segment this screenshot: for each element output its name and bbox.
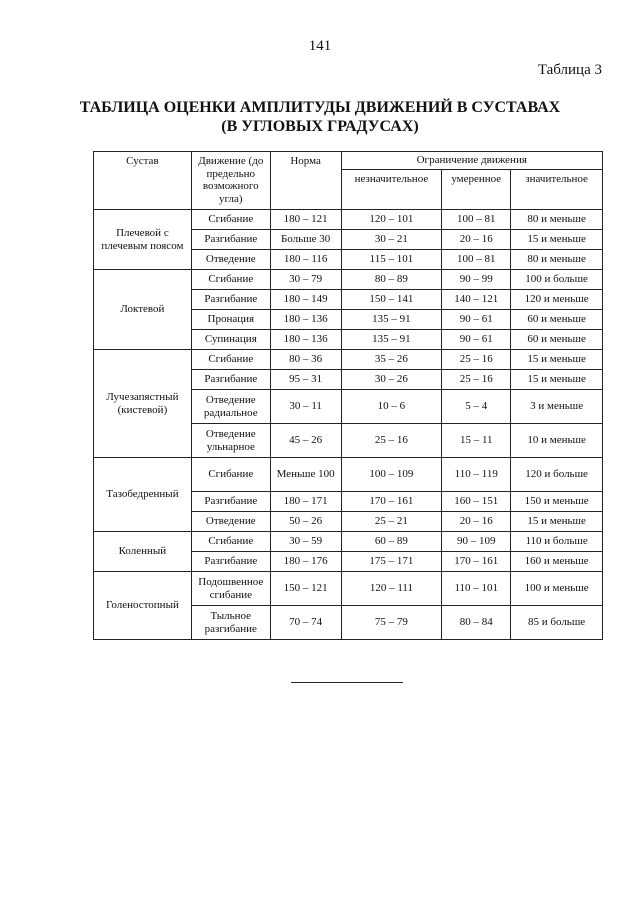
significant-cell: 160 и меньше <box>511 552 603 572</box>
movement-cell: Отведение радиальное <box>191 390 270 424</box>
norm-cell: 30 – 11 <box>270 390 341 424</box>
minor-cell: 75 – 79 <box>341 606 442 640</box>
significant-cell: 100 и меньше <box>511 572 603 606</box>
header-moderate: умеренное <box>442 170 511 210</box>
significant-cell: 120 и меньше <box>511 290 603 310</box>
joint-cell: Локтевой <box>94 270 192 350</box>
minor-cell: 25 – 21 <box>341 512 442 532</box>
movement-cell: Сгибание <box>191 458 270 492</box>
moderate-cell: 20 – 16 <box>442 230 511 250</box>
significant-cell: 80 и меньше <box>511 250 603 270</box>
table-row <box>94 532 603 552</box>
significant-cell: 3 и меньше <box>511 390 603 424</box>
header-joint: Сустав <box>94 152 192 210</box>
significant-cell: 60 и меньше <box>511 330 603 350</box>
table-row <box>94 350 603 370</box>
movement-cell: Подошвенное сгибание <box>191 572 270 606</box>
movement-cell: Отведение <box>191 512 270 532</box>
movement-cell: Пронация <box>191 310 270 330</box>
significant-cell: 15 и меньше <box>511 370 603 390</box>
header-norm: Норма <box>270 152 341 210</box>
norm-cell: 70 – 74 <box>270 606 341 640</box>
joint-cell: Голеностопный <box>94 572 192 640</box>
moderate-cell: 170 – 161 <box>442 552 511 572</box>
minor-cell: 60 – 89 <box>341 532 442 552</box>
norm-cell: 180 – 136 <box>270 310 341 330</box>
header-significant: значительное <box>511 170 603 210</box>
significant-cell: 60 и меньше <box>511 310 603 330</box>
table-row <box>94 458 603 492</box>
moderate-cell: 90 – 99 <box>442 270 511 290</box>
joint-cell: Тазобедренный <box>94 458 192 532</box>
movement-cell: Разгибание <box>191 230 270 250</box>
moderate-cell: 90 – 61 <box>442 330 511 350</box>
minor-cell: 30 – 26 <box>341 370 442 390</box>
minor-cell: 100 – 109 <box>341 458 442 492</box>
moderate-cell: 100 – 81 <box>442 250 511 270</box>
moderate-cell: 25 – 16 <box>442 350 511 370</box>
moderate-cell: 90 – 61 <box>442 310 511 330</box>
moderate-cell: 160 – 151 <box>442 492 511 512</box>
moderate-cell: 100 – 81 <box>442 210 511 230</box>
moderate-cell: 90 – 109 <box>442 532 511 552</box>
norm-cell: 80 – 36 <box>270 350 341 370</box>
minor-cell: 10 – 6 <box>341 390 442 424</box>
movement-cell: Супинация <box>191 330 270 350</box>
significant-cell: 100 и больше <box>511 270 603 290</box>
moderate-cell: 5 – 4 <box>442 390 511 424</box>
minor-cell: 170 – 161 <box>341 492 442 512</box>
table-row <box>94 572 603 606</box>
norm-cell: 45 – 26 <box>270 424 341 458</box>
norm-cell: 180 – 136 <box>270 330 341 350</box>
moderate-cell: 80 – 84 <box>442 606 511 640</box>
moderate-cell: 140 – 121 <box>442 290 511 310</box>
movement-cell: Сгибание <box>191 210 270 230</box>
movement-cell: Сгибание <box>191 270 270 290</box>
significant-cell: 110 и больше <box>511 532 603 552</box>
table-header <box>94 152 603 210</box>
page-number: 141 <box>308 38 332 54</box>
range-of-motion-table <box>93 151 603 640</box>
minor-cell: 115 – 101 <box>341 250 442 270</box>
norm-cell: Меньше 100 <box>270 458 341 492</box>
moderate-cell: 110 – 119 <box>442 458 511 492</box>
norm-cell: 95 – 31 <box>270 370 341 390</box>
moderate-cell: 20 – 16 <box>442 512 511 532</box>
norm-cell: 180 – 171 <box>270 492 341 512</box>
norm-cell: Больше 30 <box>270 230 341 250</box>
movement-cell: Сгибание <box>191 532 270 552</box>
minor-cell: 35 – 26 <box>341 350 442 370</box>
minor-cell: 30 – 21 <box>341 230 442 250</box>
minor-cell: 120 – 101 <box>341 210 442 230</box>
minor-cell: 150 – 141 <box>341 290 442 310</box>
minor-cell: 80 – 89 <box>341 270 442 290</box>
table-row <box>94 210 603 230</box>
norm-cell: 50 – 26 <box>270 512 341 532</box>
norm-cell: 180 – 176 <box>270 552 341 572</box>
header-movement: Движение (до предельно возможного угла) <box>191 152 270 210</box>
norm-cell: 30 – 59 <box>270 532 341 552</box>
table-title-line-1: ТАБЛИЦА ОЦЕНКИ АМПЛИТУДЫ ДВИЖЕНИЙ В СУСТАВАХ <box>79 99 561 116</box>
moderate-cell: 15 – 11 <box>442 424 511 458</box>
header-minor: незначительное <box>341 170 442 210</box>
table-row <box>94 270 603 290</box>
table-title-line-2: (В УГЛОВЫХ ГРАДУСАХ) <box>221 118 419 135</box>
norm-cell: 180 – 121 <box>270 210 341 230</box>
significant-cell: 85 и больше <box>511 606 603 640</box>
minor-cell: 135 – 91 <box>341 310 442 330</box>
norm-cell: 150 – 121 <box>270 572 341 606</box>
joint-cell: Плечевой с плечевым поясом <box>94 210 192 270</box>
movement-cell: Сгибание <box>191 350 270 370</box>
norm-cell: 180 – 116 <box>270 250 341 270</box>
moderate-cell: 110 – 101 <box>442 572 511 606</box>
joint-cell: Лучезапястный (кистевой) <box>94 350 192 458</box>
footer-rule <box>291 682 403 683</box>
significant-cell: 15 и меньше <box>511 350 603 370</box>
moderate-cell: 25 – 16 <box>442 370 511 390</box>
movement-cell: Разгибание <box>191 370 270 390</box>
movement-cell: Разгибание <box>191 290 270 310</box>
minor-cell: 120 – 111 <box>341 572 442 606</box>
norm-cell: 30 – 79 <box>270 270 341 290</box>
table-body <box>94 210 603 640</box>
significant-cell: 80 и меньше <box>511 210 603 230</box>
movement-cell: Отведение ульнарное <box>191 424 270 458</box>
table-title <box>0 98 640 136</box>
minor-cell: 25 – 16 <box>341 424 442 458</box>
movement-cell: Тыльное разгибание <box>191 606 270 640</box>
significant-cell: 15 и меньше <box>511 512 603 532</box>
movement-cell: Разгибание <box>191 492 270 512</box>
norm-cell: 180 – 149 <box>270 290 341 310</box>
joint-cell: Коленный <box>94 532 192 572</box>
minor-cell: 135 – 91 <box>341 330 442 350</box>
table-label: Таблица 3 <box>537 62 602 78</box>
significant-cell: 15 и меньше <box>511 230 603 250</box>
significant-cell: 150 и меньше <box>511 492 603 512</box>
significant-cell: 10 и меньше <box>511 424 603 458</box>
significant-cell: 120 и больше <box>511 458 603 492</box>
header-limitation: Ограничение движения <box>341 152 602 170</box>
movement-cell: Отведение <box>191 250 270 270</box>
minor-cell: 175 – 171 <box>341 552 442 572</box>
movement-cell: Разгибание <box>191 552 270 572</box>
